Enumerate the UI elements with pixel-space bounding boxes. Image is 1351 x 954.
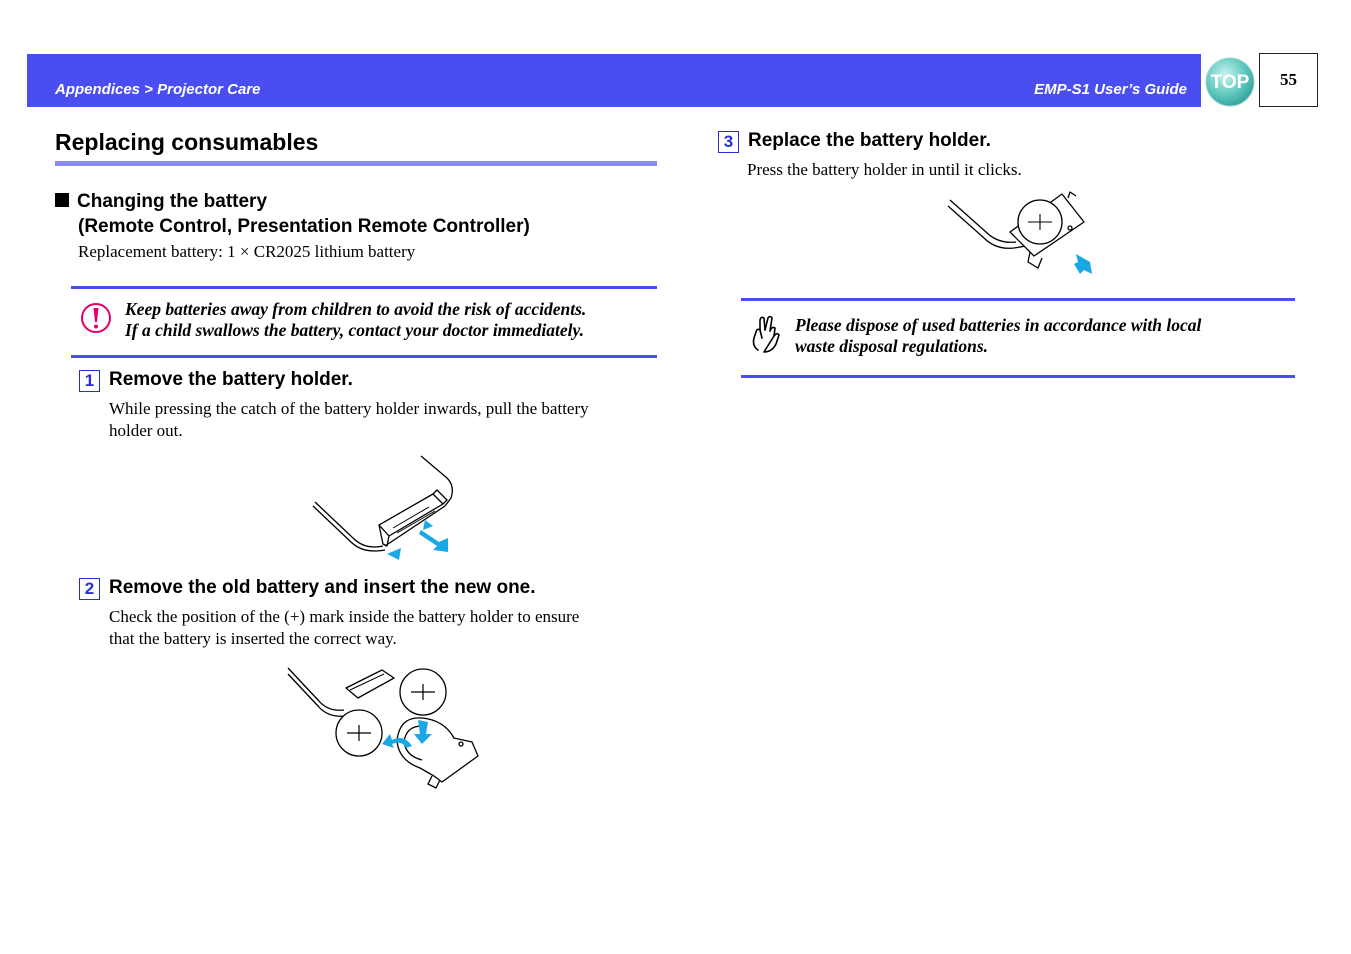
- step-number-3: 3: [718, 131, 739, 153]
- pointing-hand-icon: [748, 312, 786, 354]
- caution-bottom-rule: [71, 355, 657, 358]
- caution-line2: If a child swallows the battery, contact your doctor immediately.: [125, 320, 585, 340]
- page-number-text: 55: [1280, 70, 1297, 89]
- top-button-label: TOP: [1210, 72, 1250, 93]
- section-title: Replacing consumables: [55, 129, 319, 155]
- battery-info: Replacement battery: 1 × CR2025 lithium battery: [78, 242, 416, 261]
- step-1-body-line1: While pressing the catch of the battery holder inwards, pull the battery: [109, 399, 589, 418]
- caution-line1: Keep batteries away from children to avoid the risk of accidents.: [125, 299, 587, 319]
- top-button-icon: [1204, 56, 1256, 108]
- tip-bottom-rule: [741, 375, 1295, 378]
- sub-heading: [55, 189, 267, 214]
- caution-top-rule: [71, 286, 657, 289]
- tip-line1: Please dispose of used batteries in accordance with local: [795, 315, 1202, 335]
- header-bar: [27, 54, 1201, 107]
- step-number-1: 1: [79, 370, 100, 392]
- tip-line2: waste disposal regulations.: [795, 336, 989, 356]
- step-1-body-line2: holder out.: [109, 421, 183, 440]
- remove-holder-illustration: [305, 450, 460, 565]
- step-title-2: Remove the old battery and insert the new one.: [109, 577, 536, 598]
- step-number-2: 2: [79, 578, 100, 600]
- step-title-1: Remove the battery holder.: [109, 369, 353, 390]
- insert-battery-illustration: [282, 660, 482, 792]
- replace-holder-illustration: [944, 188, 1099, 278]
- breadcrumb[interactable]: Appendices > Projector Care: [55, 81, 261, 98]
- step-3-body-line1: Press the battery holder in until it clicks.: [747, 160, 1022, 179]
- sub-heading-line1: Changing the battery: [77, 191, 268, 212]
- top-button[interactable]: [1204, 56, 1256, 108]
- exclamation-icon: [80, 302, 112, 334]
- step-title-3: Replace the battery holder.: [748, 130, 991, 151]
- section-title-rule: [55, 161, 657, 166]
- tip-top-rule: [741, 298, 1295, 301]
- step-2-body-line1: Check the position of the (+) mark inside the battery holder to ensure: [109, 607, 580, 626]
- guide-title: EMP-S1 User’s Guide: [1034, 81, 1187, 98]
- sub-heading-line2: (Remote Control, Presentation Remote Controller): [78, 216, 530, 237]
- step-2-body-line2: that the battery is inserted the correct way.: [109, 629, 397, 648]
- page-number: [1259, 53, 1318, 107]
- square-bullet-icon: [55, 193, 69, 207]
